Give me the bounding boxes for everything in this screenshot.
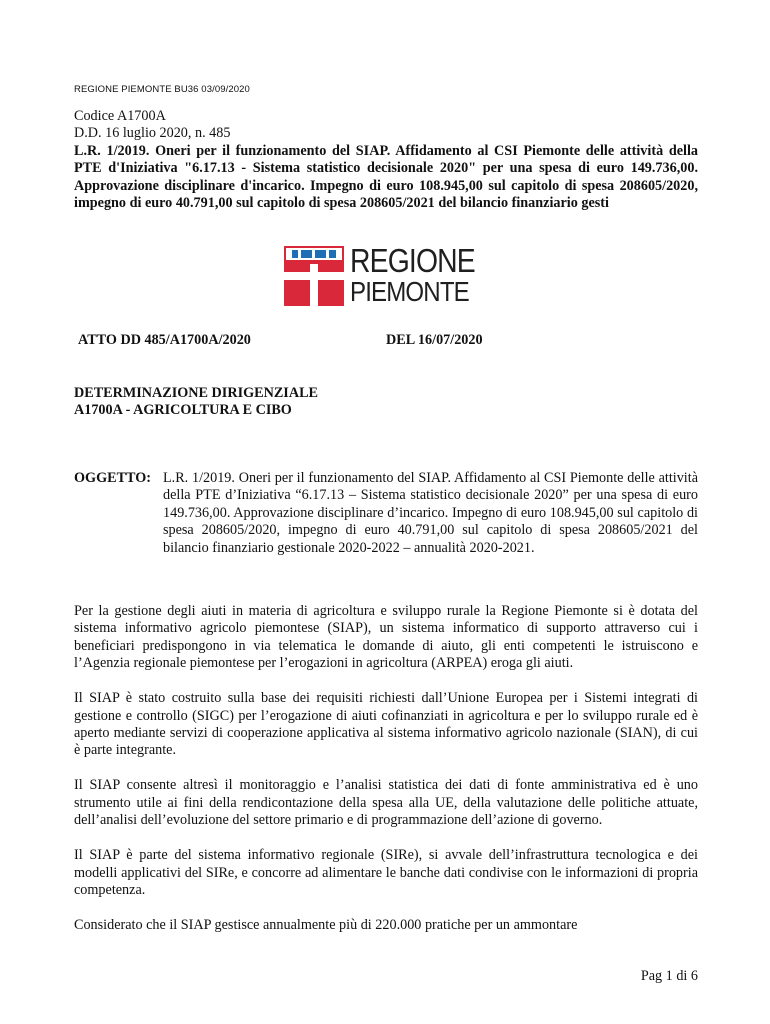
bulletin-header: REGIONE PIEMONTE BU36 03/09/2020 — [74, 84, 250, 95]
determination-block — [74, 385, 318, 420]
dd-line: D.D. 16 luglio 2020, n. 485 — [74, 125, 231, 142]
code-line: Codice A1700A — [74, 108, 166, 124]
paragraph: Il SIAP consente altresì il monitoraggio e l’analisi statistica dei dati di fonte amministrativa ed è uno strumento utile ai fini della rendicontazione della spesa alla UE, della valutazione delle politiche attuate, dell’analisi dell’evoluzione del settore primario e di programmazione dell’azione di governo. — [74, 777, 698, 829]
paragraph: Per la gestione degli aiuti in materia di agricoltura e sviluppo rurale la Regione Piemonte si è dotata del sistema informativo agricolo piemontese (SIAP), un sistema informatico di supporto attraverso cui i beneficiari predispongono in via telematica le domande di aiuto, gli enti competenti le istruiscono e l’Agenzia regionale piemontese per l’erogazioni in agricoltura (ARPEA) eroga gli aiuti. — [74, 603, 698, 672]
regione-piemonte-logo — [284, 242, 494, 308]
logo-line-2: PIEMONTE — [350, 276, 469, 307]
department-name: A1700A - AGRICOLTURA E CIBO — [74, 402, 292, 419]
body-text — [74, 603, 698, 952]
logo-wordmark — [350, 244, 495, 306]
page-number: Pag 1 di 6 — [640, 968, 698, 984]
regione-emblem-icon — [284, 246, 344, 306]
logo-line-1: REGIONE — [350, 242, 475, 279]
determination-title: DETERMINAZIONE DIRIGENZIALE — [74, 385, 318, 401]
atto-date: DEL 16/07/2020 — [386, 332, 483, 348]
paragraph: Considerato che il SIAP gestisce annualmente più di 220.000 pratiche per un ammontare — [74, 917, 578, 934]
oggetto-label: OGGETTO: — [74, 470, 151, 486]
subject-title: L.R. 1/2019. Oneri per il funzionamento del SIAP. Affidamento al CSI Piemonte delle attività della PTE d'Iniziativa "6.17.13 - Sistema statistico decisionale 2020" per una spesa di euro 149.736,00. Approvazione disciplinare d'incarico. Impegno di euro 108.945,00 sul capitolo di spesa 208605/2020, impegno di euro 40.791,00 sul capitolo di spesa 208605/2021 del bilancio finanziario gesti — [74, 142, 698, 212]
oggetto-text: L.R. 1/2019. Oneri per il funzionamento del SIAP. Affidamento al CSI Piemonte delle attività della PTE d’Iniziativa “6.17.13 – Sistema statistico decisionale 2020” per una spesa di euro 149.736,00. Approvazione disciplinare d’incarico. Impegno di euro 108.945,00 sul capitolo di spesa 208605/2020, impegno di euro 40.791,00 sul capitolo di spesa 208605/2021 del bilancio finanziario gestionale 2020-2022 – annualità 2020-2021. — [163, 470, 698, 556]
document-header — [74, 108, 698, 212]
atto-number: ATTO DD 485/A1700A/2020 — [78, 332, 251, 348]
paragraph: Il SIAP è parte del sistema informativo regionale (SIRe), si avvale dell’infrastruttura tecnologica e dei modelli applicativi del SIRe, e concorre ad alimentare le banche dati condivise con le informazioni di propria competenza. — [74, 847, 698, 899]
paragraph: Il SIAP è stato costruito sulla base dei requisiti richiesti dall’Unione Europea per i Sistemi integrati di gestione e controllo (SIGC) per l’erogazione di aiuti cofinanziati in agricoltura e per lo sviluppo rurale ed è aperto mediante servizi di cooperazione applicativa al sistema informativo agricolo nazionale (SIAN), di cui è parte integrante. — [74, 690, 698, 759]
